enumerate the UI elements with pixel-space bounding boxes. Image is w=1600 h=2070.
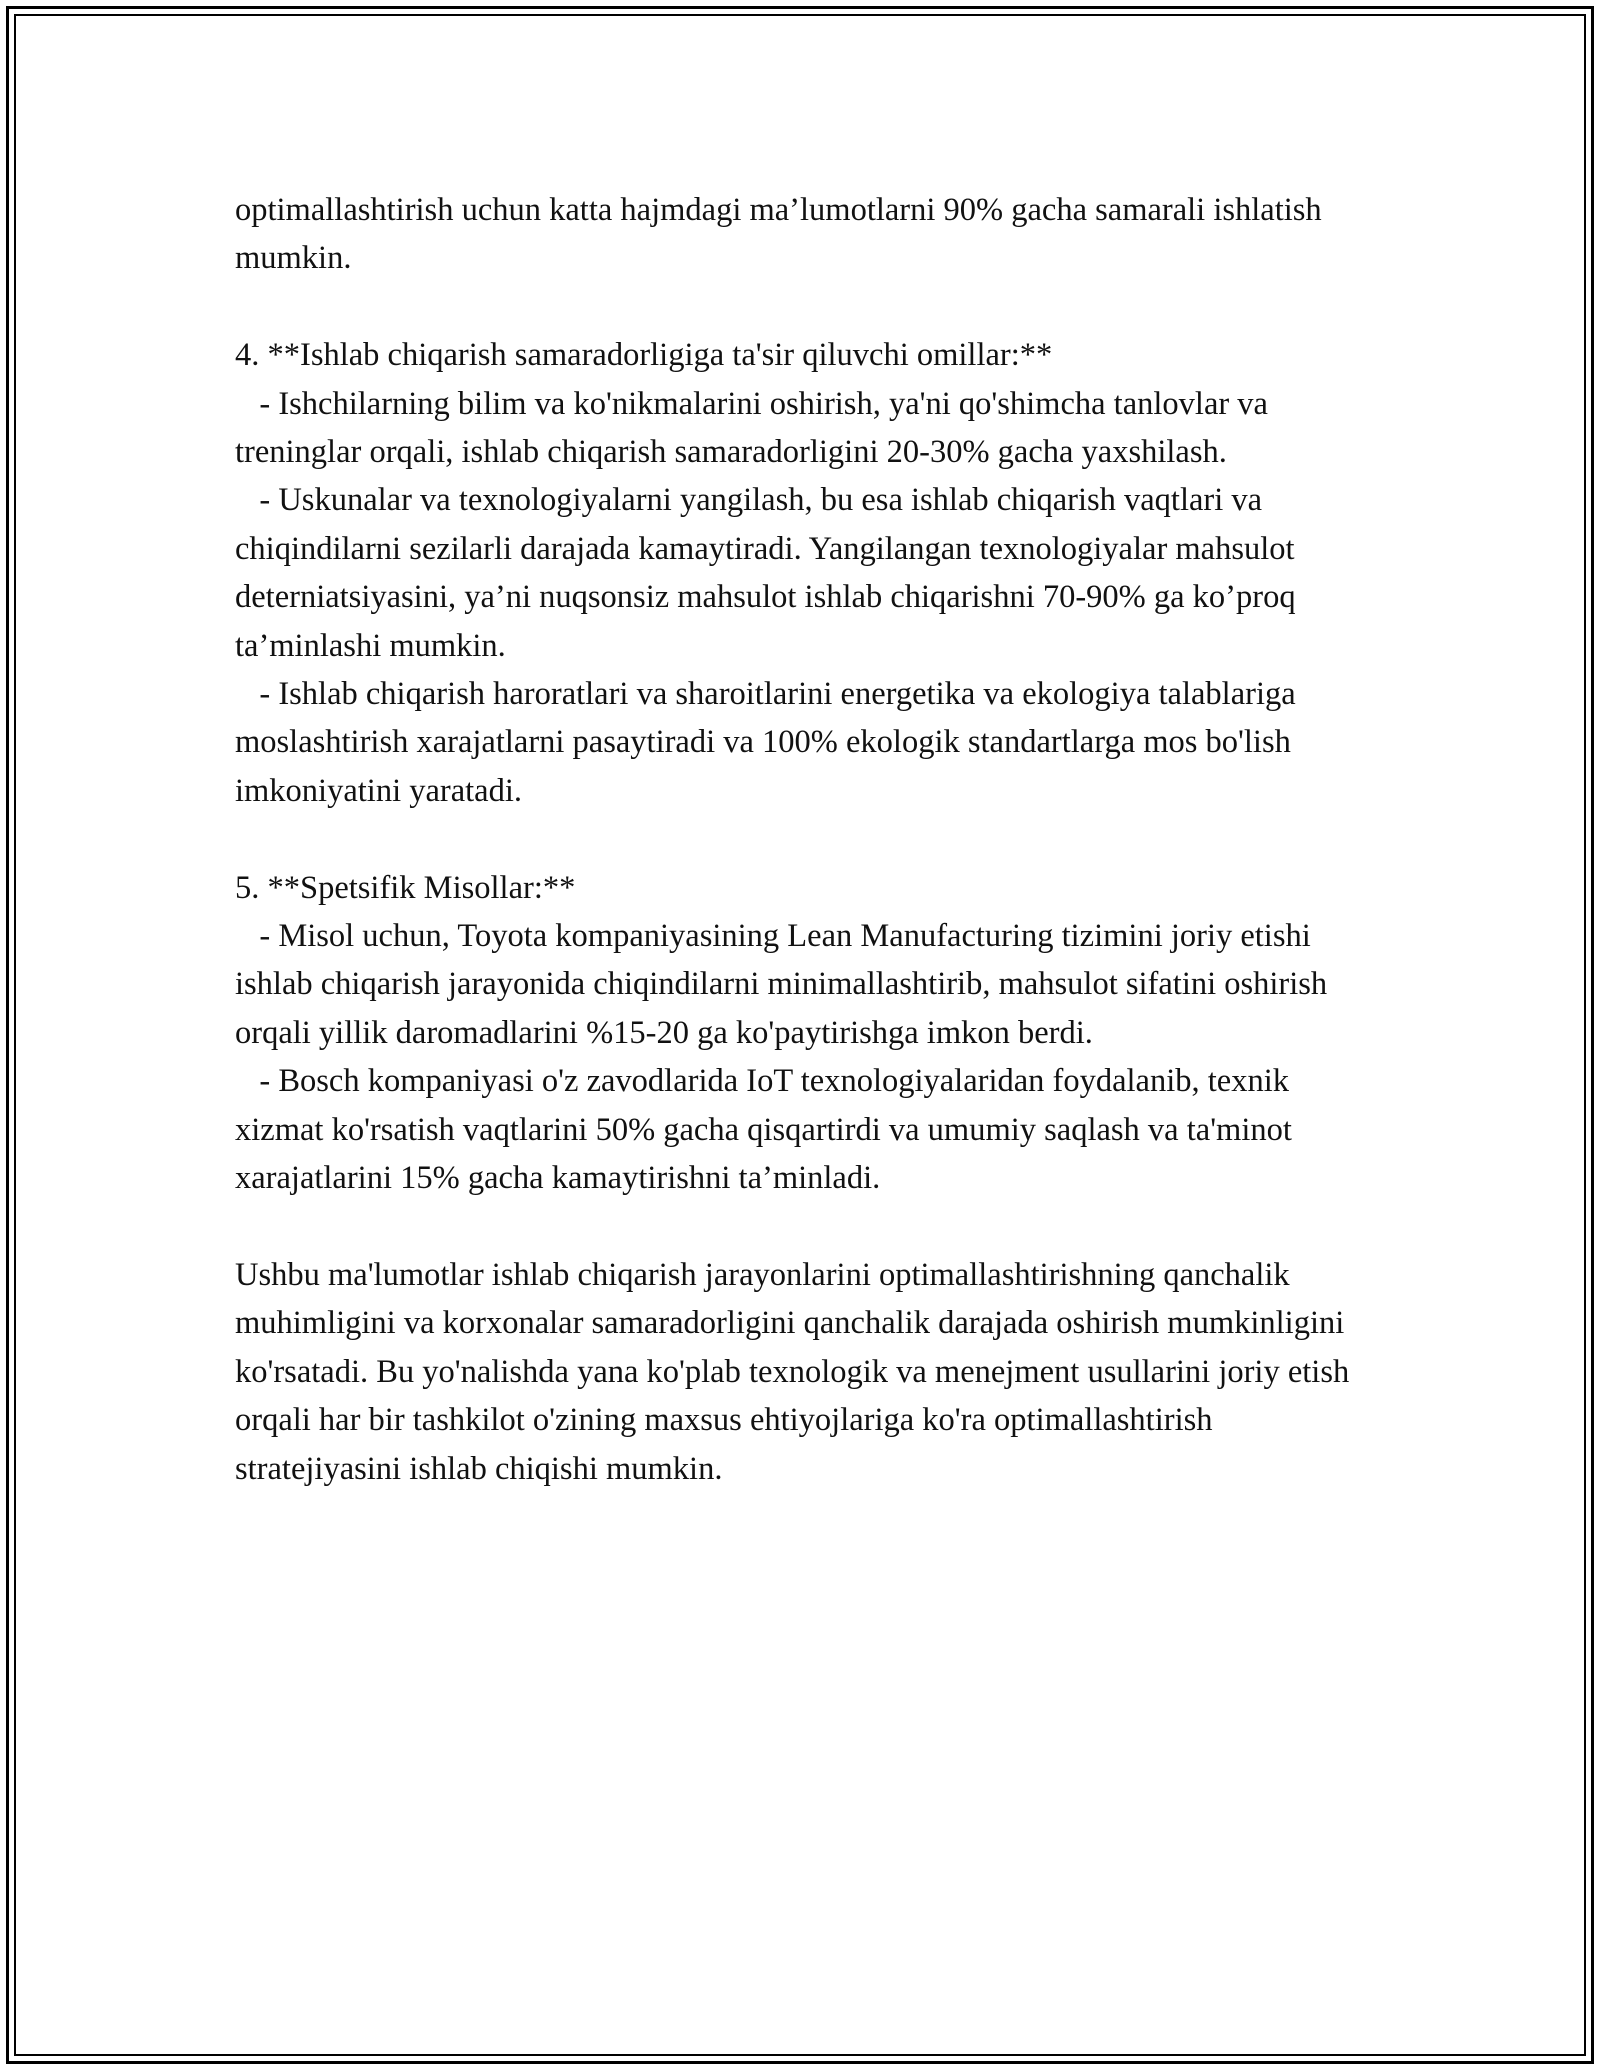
section-5-item: - Misol uchun, Toyota kompaniyasining Lean Manufacturing tizimini joriy etishi ishlab chiqarish jarayonida chiqindilarni minimallashtirib, mahsulot sifatini oshirish orqali yillik daromadlarini %15-20 ga ko'paytirishga imkon berdi.: [235, 918, 1336, 1051]
section-5-item: - Bosch kompaniyasi o'z zavodlarida IoT texnologiyalaridan foydalanib, texnik xizmat ko'rsatish vaqtlarini 50% gacha qisqartirdi va umumiy saqlash va ta'minot xarajatlarini 15% gacha kamaytirishni ta’minladi.: [235, 1063, 1301, 1197]
section-4-item: - Ishchilarning bilim va ko'nikmalarini oshirish, ya'ni qo'shimcha tanlovlar va treninglar orqali, ishlab chiqarish samaradorligini 20-30% gacha yaxshilash.: [235, 385, 1277, 471]
paragraph-spacer: [235, 283, 1375, 331]
paragraph-spacer: [235, 1203, 1375, 1251]
section-4-item: - Uskunalar va texnologiyalarni yangilash, bu esa ishlab chiqarish vaqtlari va chiqindilarni sezilarli darajada kamaytiradi. Yangilangan texnologiyalar mahsulot deterniatsiyasini, ya’ni nuqsonsiz mahsulot ishlab chiqarishni 70-90% ga ko’proq ta’minlashi mumkin.: [235, 482, 1304, 664]
document-body: [235, 186, 1375, 1493]
section-5-heading: 5. **Spetsifik Misollar:**: [235, 869, 576, 906]
intro-paragraph: optimallashtirish uchun katta hajmdagi ma’lumotlarni 90% gacha samarali ishlatish mumkin.: [235, 192, 1330, 277]
section-4-item: - Ishlab chiqarish haroratlari va sharoitlarini energetika va ekologiya talablariga moslashtirish xarajatlarni pasaytiradi va 100% ekologik standartlarga mos bo'lish imkoniyatini yaratadi.: [235, 676, 1304, 809]
conclusion-paragraph: Ushbu ma'lumotlar ishlab chiqarish jarayonlarini optimallashtirishning qanchalik muhimligini va korxonalar samaradorligini qanchalik darajada oshirish mumkinligini ko'rsatadi. Bu yo'nalishda yana ko'plab texnologik va menejment usullarini joriy etish orqali har bir tashkilot o'zining maxsus ehtiyojlariga ko'ra optimallashtirish stratejiyasini ishlab chiqishi mumkin.: [235, 1256, 1358, 1487]
section-4-heading: 4. **Ishlab chiqarish samaradorligiga ta'sir qiluvchi omillar:**: [235, 337, 1053, 374]
paragraph-spacer: [235, 815, 1375, 863]
